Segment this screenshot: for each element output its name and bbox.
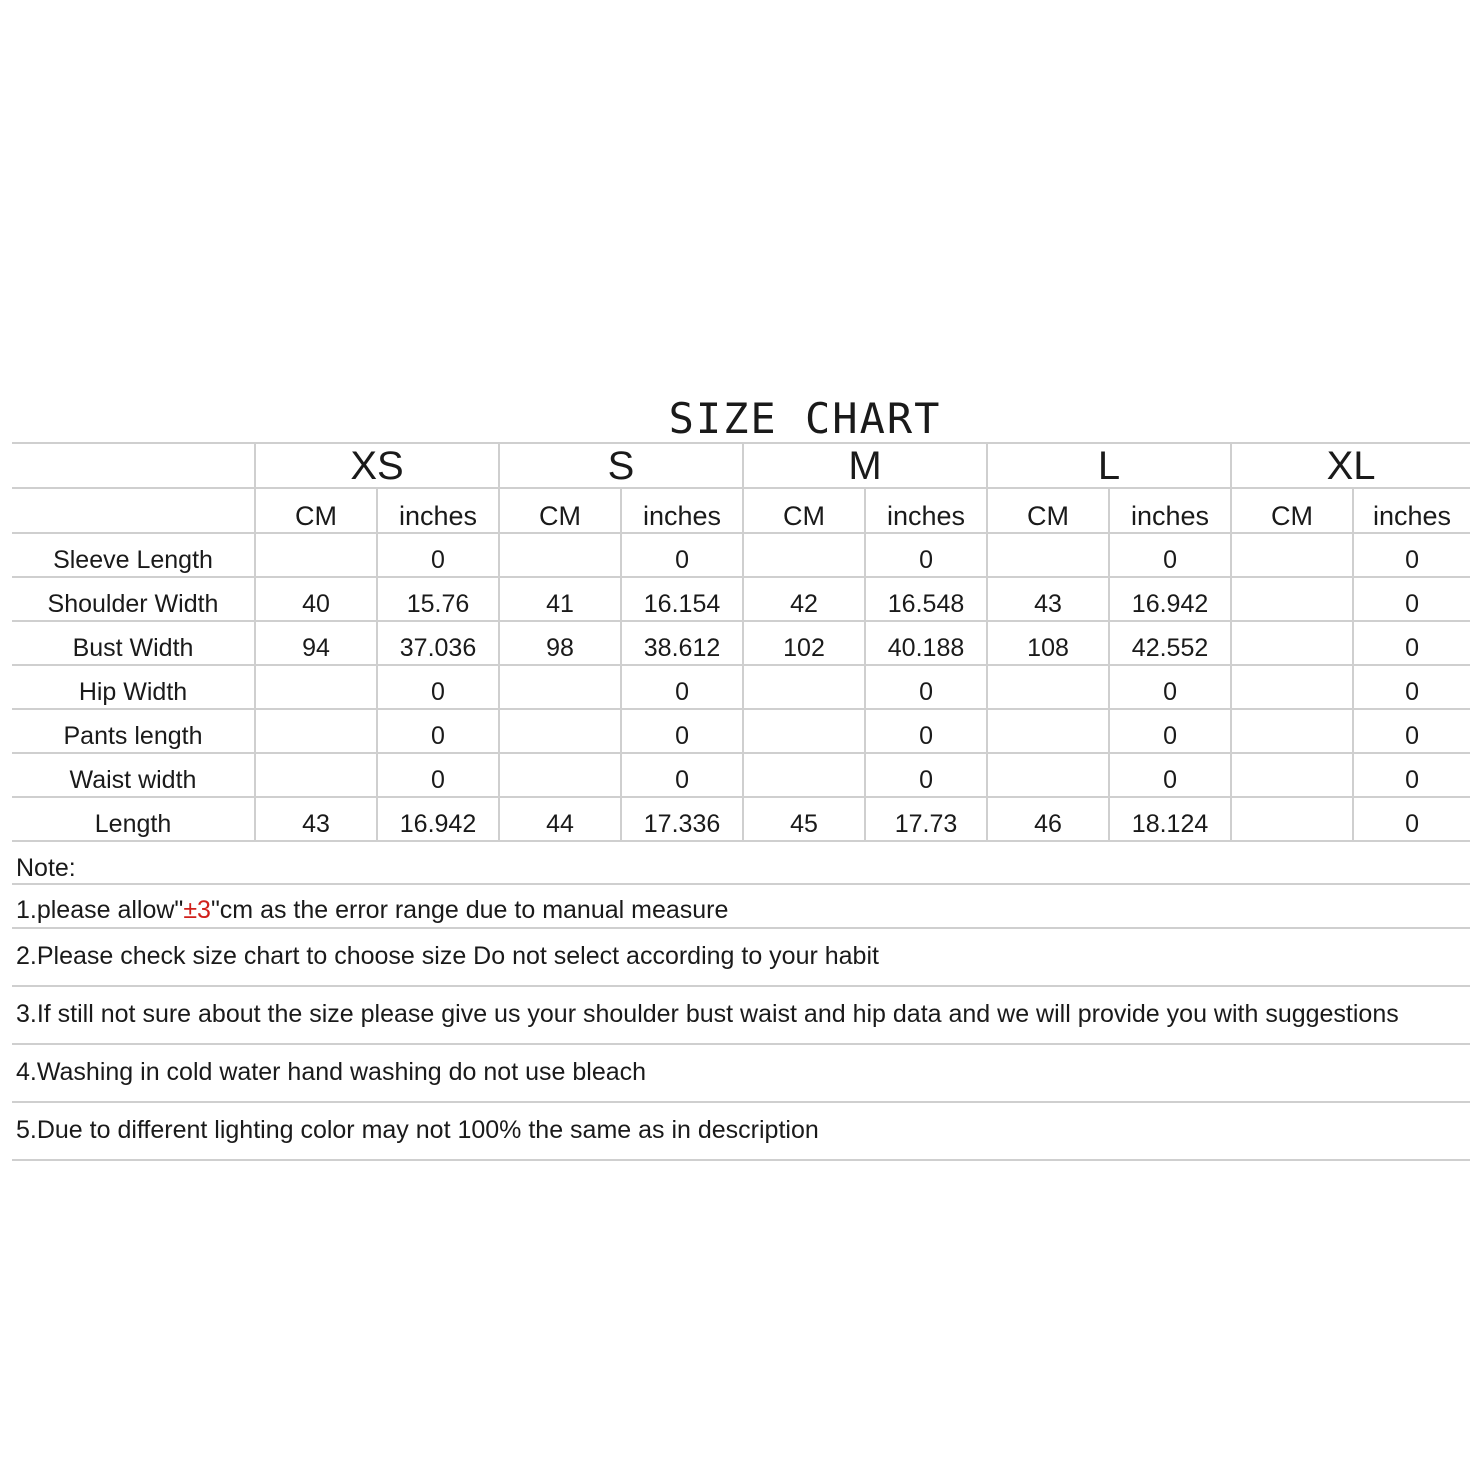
unit-header-cm: CM	[987, 488, 1109, 533]
note-1-tolerance: ±3	[183, 896, 211, 924]
unit-header-cm: CM	[1231, 488, 1353, 533]
table-cell	[499, 533, 621, 577]
table-cell	[987, 533, 1109, 577]
table-cell	[499, 709, 621, 753]
table-cell: 0	[1353, 577, 1470, 621]
table-row	[12, 533, 1470, 577]
unit-header-row	[12, 488, 1470, 533]
table-cell: 42.552	[1109, 621, 1231, 665]
table-cell: 17.336	[621, 797, 743, 841]
table-cell: 43	[987, 577, 1109, 621]
note-item-4: 4.Washing in cold water hand washing do not use bleach	[12, 1045, 1470, 1103]
size-header-s: S	[499, 443, 743, 488]
table-cell: 0	[621, 753, 743, 797]
table-cell	[1231, 753, 1353, 797]
size-header-row	[12, 443, 1470, 488]
table-cell	[743, 533, 865, 577]
size-header-l: L	[987, 443, 1231, 488]
unit-header-cm: CM	[255, 488, 377, 533]
chart-title: SIZE CHART	[668, 394, 942, 443]
table-cell: 0	[377, 665, 499, 709]
table-row	[12, 621, 1470, 665]
table-row	[12, 709, 1470, 753]
table-cell	[1231, 665, 1353, 709]
table-cell: 0	[1109, 753, 1231, 797]
table-cell: 0	[377, 709, 499, 753]
table-row	[12, 753, 1470, 797]
row-label: Length	[12, 797, 255, 841]
table-cell	[743, 753, 865, 797]
note-1-suffix: "cm as the error range due to manual measure	[210, 896, 729, 924]
row-label: Bust Width	[12, 621, 255, 665]
unit-corner-cell	[12, 488, 255, 533]
unit-header-cm: CM	[499, 488, 621, 533]
table-cell: 40.188	[865, 621, 987, 665]
table-cell: 37.036	[377, 621, 499, 665]
row-label: Shoulder Width	[12, 577, 255, 621]
table-cell	[1231, 709, 1353, 753]
size-header-m: M	[743, 443, 987, 488]
table-cell	[987, 665, 1109, 709]
note-item-5: 5.Due to different lighting color may not 100% the same as in description	[12, 1103, 1470, 1161]
table-cell: 108	[987, 621, 1109, 665]
table-cell	[1231, 577, 1353, 621]
table-cell: 41	[499, 577, 621, 621]
table-cell: 0	[865, 533, 987, 577]
table-cell: 46	[987, 797, 1109, 841]
corner-cell	[12, 443, 255, 488]
table-cell	[987, 753, 1109, 797]
unit-header-inches: inches	[865, 488, 987, 533]
unit-header-inches: inches	[1353, 488, 1470, 533]
table-cell: 98	[499, 621, 621, 665]
table-cell: 38.612	[621, 621, 743, 665]
table-cell: 42	[743, 577, 865, 621]
size-table	[12, 442, 1470, 842]
table-row	[12, 665, 1470, 709]
table-cell: 45	[743, 797, 865, 841]
table-cell: 0	[1109, 665, 1231, 709]
table-cell: 0	[1353, 709, 1470, 753]
note-item-2: 2.Please check size chart to choose size Do not select according to your habit	[12, 929, 1470, 987]
table-cell: 0	[865, 665, 987, 709]
table-cell: 0	[1353, 753, 1470, 797]
row-label: Pants length	[12, 709, 255, 753]
table-cell	[1231, 533, 1353, 577]
table-row	[12, 797, 1470, 841]
table-cell: 0	[1353, 533, 1470, 577]
table-cell: 0	[377, 533, 499, 577]
table-cell: 44	[499, 797, 621, 841]
table-cell	[255, 709, 377, 753]
table-cell	[499, 753, 621, 797]
table-cell	[1231, 621, 1353, 665]
table-cell: 0	[621, 709, 743, 753]
table-cell: 15.76	[377, 577, 499, 621]
table-cell: 16.154	[621, 577, 743, 621]
table-cell: 16.942	[1109, 577, 1231, 621]
note-item-1	[12, 885, 1470, 929]
note-header: Note:	[12, 841, 1470, 885]
table-cell: 40	[255, 577, 377, 621]
table-cell	[743, 709, 865, 753]
note-1-prefix: 1.please allow"	[16, 896, 184, 924]
table-cell	[499, 665, 621, 709]
table-cell: 18.124	[1109, 797, 1231, 841]
table-cell: 17.73	[865, 797, 987, 841]
table-cell	[255, 753, 377, 797]
notes-section	[12, 841, 1470, 1161]
table-cell: 0	[621, 533, 743, 577]
table-cell	[987, 709, 1109, 753]
table-cell	[255, 533, 377, 577]
table-row	[12, 577, 1470, 621]
size-header-xs: XS	[255, 443, 499, 488]
table-cell: 0	[1109, 709, 1231, 753]
row-label: Sleeve Length	[12, 533, 255, 577]
unit-header-inches: inches	[621, 488, 743, 533]
table-cell: 0	[621, 665, 743, 709]
table-cell: 0	[1353, 621, 1470, 665]
row-label: Hip Width	[12, 665, 255, 709]
note-item-3: 3.If still not sure about the size please give us your shoulder bust waist and hip data and we will provide you with suggestions	[12, 987, 1470, 1045]
table-cell: 43	[255, 797, 377, 841]
table-cell	[255, 665, 377, 709]
table-cell: 102	[743, 621, 865, 665]
table-cell: 16.548	[865, 577, 987, 621]
table-cell: 0	[1109, 533, 1231, 577]
table-cell: 0	[377, 753, 499, 797]
table-cell: 0	[1353, 665, 1470, 709]
table-cell: 0	[1353, 797, 1470, 841]
unit-header-cm: CM	[743, 488, 865, 533]
table-cell: 0	[865, 709, 987, 753]
row-label: Waist width	[12, 753, 255, 797]
table-cell	[743, 665, 865, 709]
table-cell: 0	[865, 753, 987, 797]
size-header-xl: XL	[1231, 443, 1470, 488]
table-cell	[1231, 797, 1353, 841]
table-cell: 94	[255, 621, 377, 665]
unit-header-inches: inches	[377, 488, 499, 533]
table-cell: 16.942	[377, 797, 499, 841]
unit-header-inches: inches	[1109, 488, 1231, 533]
